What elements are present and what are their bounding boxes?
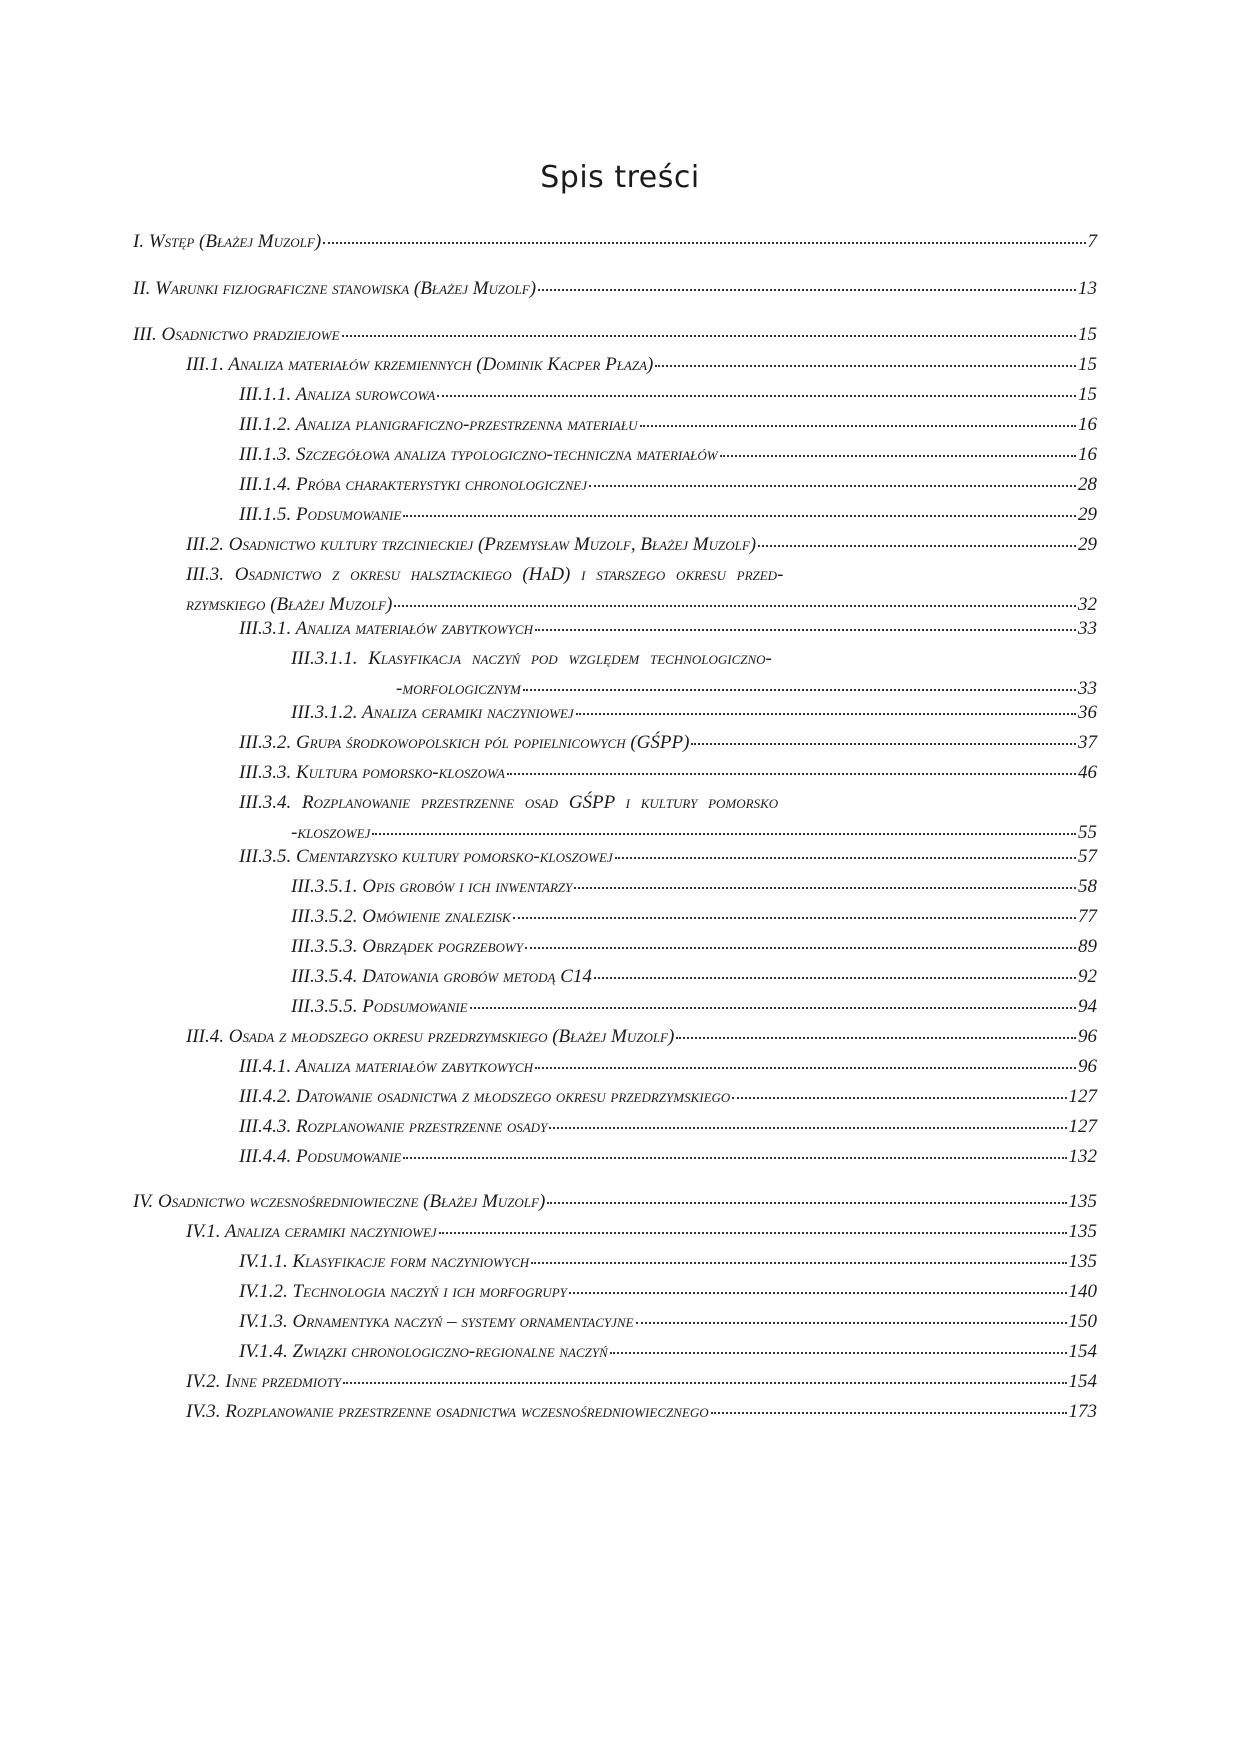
dot-leader — [513, 917, 1076, 919]
toc-entry-page-number: 29 — [1078, 504, 1097, 525]
toc-entry-row — [239, 413, 1097, 437]
toc-entry-label: IV. Osadnictwo wczesnośredniowieczne (Błażej Muzolf) — [133, 1191, 546, 1212]
toc-entry-row — [186, 1220, 1097, 1244]
toc-entry-row — [133, 230, 1097, 254]
toc-entry-row — [239, 1340, 1097, 1364]
toc-entry-label: III.3.5.4. Datowania grobów metodą C14 — [291, 966, 592, 987]
toc-entry-page-number: 135 — [1068, 1221, 1097, 1242]
toc-entry-label: I. Wstęp (Błażej Muzolf) — [133, 231, 322, 252]
dot-leader — [342, 335, 1076, 337]
dot-leader — [439, 1232, 1067, 1234]
dot-leader — [576, 713, 1076, 715]
toc-entry-label: III.4.2. Datowanie osadnictwa z młodszego okresu przedrzymskiego — [239, 1086, 731, 1107]
toc-entry-row — [186, 593, 1097, 617]
dot-leader — [615, 857, 1076, 859]
toc-entry-page-number: 15 — [1078, 384, 1097, 405]
toc-entry-label: III.3.5.2. Omówienie znalezisk — [291, 906, 511, 927]
toc-entry-page-number: 96 — [1078, 1026, 1097, 1047]
toc-entry-row — [239, 1310, 1097, 1334]
toc-entry-row — [239, 443, 1097, 467]
toc-entry-row — [291, 935, 1097, 959]
toc-entry-page-number: 46 — [1078, 762, 1097, 783]
toc-entry-page-number: 33 — [1078, 678, 1097, 699]
toc-entry-page-number: 37 — [1078, 732, 1097, 753]
dot-leader — [594, 977, 1076, 979]
toc-entry[interactable] — [186, 353, 1097, 377]
toc-entry-page-number: 96 — [1078, 1056, 1097, 1077]
toc-entry[interactable] — [239, 1085, 1097, 1109]
toc-entry-label: IV.1.2. Technologia naczyń i ich morfogrupy — [239, 1281, 567, 1302]
toc-entry-row — [239, 1145, 1097, 1169]
toc-entry[interactable] — [291, 935, 1097, 959]
dot-leader — [732, 1097, 1066, 1099]
toc-entry-page-number: 16 — [1078, 414, 1097, 435]
toc-entry[interactable] — [186, 563, 1097, 617]
dot-leader — [758, 545, 1076, 547]
toc-entry-row — [239, 1115, 1097, 1139]
dot-leader — [538, 289, 1076, 291]
toc-entry[interactable] — [291, 965, 1097, 989]
toc-entry[interactable] — [239, 1250, 1097, 1274]
toc-entry[interactable] — [239, 473, 1097, 497]
toc-entry-label: III.1.4. Próba charakterystyki chronologicznej — [239, 474, 587, 495]
dot-leader — [691, 743, 1076, 745]
toc-entry-page-number: 16 — [1078, 444, 1097, 465]
toc-entry-page-number: 173 — [1068, 1401, 1097, 1422]
dot-leader — [676, 1037, 1076, 1039]
toc-entry-row — [186, 1370, 1097, 1394]
toc-entry[interactable] — [239, 1115, 1097, 1139]
toc-entry-row — [239, 731, 1097, 755]
toc-entry[interactable] — [239, 1310, 1097, 1334]
dot-leader — [394, 605, 1076, 607]
toc-entry[interactable] — [239, 443, 1097, 467]
toc-entry[interactable] — [239, 503, 1097, 527]
dot-leader — [403, 1157, 1066, 1159]
dot-leader — [403, 515, 1076, 517]
toc-entry-row — [186, 1025, 1097, 1049]
dot-leader — [589, 485, 1076, 487]
toc-entry[interactable] — [239, 617, 1097, 641]
toc-entry-page-number: 58 — [1078, 876, 1097, 897]
dot-leader — [636, 1322, 1067, 1324]
dot-leader — [523, 689, 1076, 691]
toc-entry-page-number: 55 — [1078, 822, 1097, 843]
toc-entry-row — [133, 1190, 1097, 1214]
dot-leader — [569, 1292, 1067, 1294]
toc-entry-label: -morfologicznym — [396, 678, 521, 699]
toc-entry-row — [239, 1085, 1097, 1109]
toc-entry-page-number: 94 — [1078, 996, 1097, 1017]
toc-entry-row — [239, 761, 1097, 785]
toc-entry-row — [239, 1280, 1097, 1304]
toc-entry-label: III. Osadnictwo pradziejowe — [133, 324, 340, 345]
toc-entry-label: III.1.5. Podsumowanie — [239, 504, 402, 525]
toc-entry-label: III.3.3. Kultura pomorsko-kloszowa — [239, 762, 505, 783]
toc-entry-label: III.4.1. Analiza materiałów zabytkowych — [239, 1056, 533, 1077]
toc-entry-label: IV.2. Inne przedmioty — [186, 1371, 342, 1392]
toc-entry-row — [396, 677, 1097, 701]
toc-entry[interactable] — [291, 701, 1097, 725]
toc-entry[interactable] — [291, 905, 1097, 929]
toc-entry-page-number: 33 — [1078, 618, 1097, 639]
toc-entry-page-number: 89 — [1078, 936, 1097, 957]
toc-entry-row — [239, 1250, 1097, 1274]
toc-entry-page-number: 77 — [1078, 906, 1097, 927]
dot-leader — [547, 1202, 1066, 1204]
toc-entry-label: III.4. Osada z młodszego okresu przedrzymskiego (Błażej Muzolf) — [186, 1026, 675, 1047]
dot-leader — [549, 1127, 1066, 1129]
toc-entry[interactable] — [133, 323, 1097, 347]
toc-entry[interactable] — [133, 277, 1097, 301]
toc-entry[interactable] — [291, 995, 1097, 1019]
toc-entry[interactable] — [186, 533, 1097, 557]
toc-entry-row — [239, 383, 1097, 407]
toc-entry-page-number: 15 — [1078, 324, 1097, 345]
dot-leader — [655, 365, 1076, 367]
toc-entry-label: III.1. Analiza materiałów krzemiennych (Dominik Kacper Płaza) — [186, 354, 654, 375]
dot-leader — [437, 395, 1076, 397]
toc-entry-page-number: 13 — [1078, 278, 1097, 299]
dot-leader — [323, 242, 1085, 244]
toc-entry-label: III.3.5.5. Podsumowanie — [291, 996, 468, 1017]
toc-entry-label: III.3.1.2. Analiza ceramiki naczyniowej — [291, 702, 574, 723]
toc-entry[interactable] — [186, 1025, 1097, 1049]
toc-entry-row — [186, 353, 1097, 377]
dot-leader — [574, 887, 1076, 889]
toc-entry-row — [291, 701, 1097, 725]
toc-entry[interactable] — [291, 875, 1097, 899]
toc-entry-page-number: 29 — [1078, 534, 1097, 555]
toc-entry-page-number: 127 — [1068, 1086, 1097, 1107]
toc-entry-row — [186, 533, 1097, 557]
dot-leader — [470, 1007, 1076, 1009]
toc-entry[interactable] — [239, 1055, 1097, 1079]
toc-entry-label: III.3.5. Cmentarzysko kultury pomorsko-kloszowej — [239, 846, 613, 867]
toc-entry-label: IV.1. Analiza ceramiki naczyniowej — [186, 1221, 437, 1242]
toc-entry-row — [239, 845, 1097, 869]
toc-entry-row — [239, 473, 1097, 497]
dot-leader — [525, 947, 1076, 949]
dot-leader — [507, 773, 1076, 775]
toc-entry-page-number: 7 — [1087, 231, 1097, 252]
toc-entry-page-number: 57 — [1078, 846, 1097, 867]
toc-entry-page-number: 135 — [1068, 1251, 1097, 1272]
toc-entry-page-number: 15 — [1078, 354, 1097, 375]
toc-entry-page-number: 36 — [1078, 702, 1097, 723]
toc-entry[interactable] — [186, 1370, 1097, 1394]
toc-entry[interactable] — [239, 413, 1097, 437]
dot-leader — [640, 425, 1077, 427]
toc-entry-label-line1: III.3.4. Rozplanowanie przestrzenne osad GŚPP i kultury pomorsko — [239, 792, 779, 813]
dot-leader — [343, 1382, 1066, 1384]
toc-entry[interactable] — [239, 845, 1097, 869]
toc-entry-label: III.2. Osadnictwo kultury trzcinieckiej (Przemysław Muzolf, Błażej Muzolf) — [186, 534, 757, 555]
dot-leader — [610, 1352, 1067, 1354]
toc-entry-row — [239, 1055, 1097, 1079]
dot-leader — [720, 455, 1076, 457]
toc-entry-page-number: 140 — [1068, 1281, 1097, 1302]
toc-entry-page-number: 132 — [1068, 1146, 1097, 1167]
toc-entry[interactable] — [239, 1280, 1097, 1304]
toc-entry[interactable] — [239, 731, 1097, 755]
toc-entry[interactable] — [239, 1340, 1097, 1364]
toc-entry-label: III.4.3. Rozplanowanie przestrzenne osady — [239, 1116, 548, 1137]
toc-entry-label: rzymskiego (Błażej Muzolf) — [186, 594, 393, 615]
toc-entry-label-line1: III.3.1.1. Klasyfikacja naczyń pod względem technologiczno- — [291, 648, 772, 669]
toc-entry-row — [291, 875, 1097, 899]
toc-entry-label: -kloszowej — [291, 822, 371, 843]
toc-entry-label: III.3.2. Grupa środkowopolskich pól popielnicowych (GŚPP) — [239, 732, 690, 753]
toc-entry-row — [239, 503, 1097, 527]
toc-entry-label: IV.1.3. Ornamentyka naczyń – systemy ornamentacyjne — [239, 1311, 634, 1332]
toc-entry-label: IV.1.1. Klasyfikacje form naczyniowych — [239, 1251, 530, 1272]
toc-entry-label: III.3.1. Analiza materiałów zabytkowych — [239, 618, 533, 639]
toc-entry-page-number: 135 — [1068, 1191, 1097, 1212]
toc-entry-row — [133, 323, 1097, 347]
dot-leader — [531, 1262, 1066, 1264]
toc-entry-label: IV.1.4. Związki chronologiczno-regionalne naczyń — [239, 1341, 608, 1362]
toc-entry-row — [291, 821, 1097, 845]
toc-entry[interactable] — [239, 383, 1097, 407]
toc-entry-label: III.1.2. Analiza planigraficzno-przestrzenna materiału — [239, 414, 638, 435]
toc-entry-page-number: 32 — [1078, 594, 1097, 615]
toc-entry[interactable] — [239, 1145, 1097, 1169]
toc-entry-label: III.4.4. Podsumowanie — [239, 1146, 402, 1167]
toc-entry-page-number: 92 — [1078, 966, 1097, 987]
toc-entry[interactable] — [133, 230, 1097, 254]
toc-entry-row — [186, 1400, 1097, 1424]
toc-entry-row — [133, 277, 1097, 301]
toc-entry-label: III.3.5.1. Opis grobów i ich inwentarzy — [291, 876, 573, 897]
toc-entry[interactable] — [291, 647, 1097, 701]
toc-entry-page-number: 154 — [1068, 1341, 1097, 1362]
dot-leader — [372, 833, 1076, 835]
toc-entry-label: III.1.1. Analiza surowcowa — [239, 384, 436, 405]
toc-entry[interactable] — [239, 791, 1097, 845]
toc-entry-row — [291, 995, 1097, 1019]
page-title: Spis treści — [540, 160, 700, 196]
toc-entry-row — [239, 617, 1097, 641]
toc-entry-label: II. Warunki fizjograficzne stanowiska (Błażej Muzolf) — [133, 278, 537, 299]
dot-leader — [711, 1412, 1067, 1414]
toc-entry[interactable] — [186, 1220, 1097, 1244]
toc-entry-page-number: 28 — [1078, 474, 1097, 495]
toc-entry-page-number: 154 — [1068, 1371, 1097, 1392]
toc-entry[interactable] — [133, 1190, 1097, 1214]
dot-leader — [535, 1067, 1076, 1069]
toc-entry-label: IV.3. Rozplanowanie przestrzenne osadnictwa wczesnośredniowiecznego — [186, 1401, 709, 1422]
dot-leader — [535, 629, 1076, 631]
toc-entry[interactable] — [186, 1400, 1097, 1424]
toc-entry-label: III.3.5.3. Obrządek pogrzebowy — [291, 936, 523, 957]
toc-entry-row — [291, 965, 1097, 989]
toc-entry-label: III.1.3. Szczegółowa analiza typologiczno-techniczna materiałów — [239, 444, 718, 465]
toc-entry-page-number: 127 — [1068, 1116, 1097, 1137]
toc-entry-row — [291, 905, 1097, 929]
toc-entry-label-line1: III.3. Osadnictwo z okresu halsztackiego (HaD) i starszego okresu przed- — [186, 564, 784, 585]
toc-entry-page-number: 150 — [1068, 1311, 1097, 1332]
toc-entry[interactable] — [239, 761, 1097, 785]
